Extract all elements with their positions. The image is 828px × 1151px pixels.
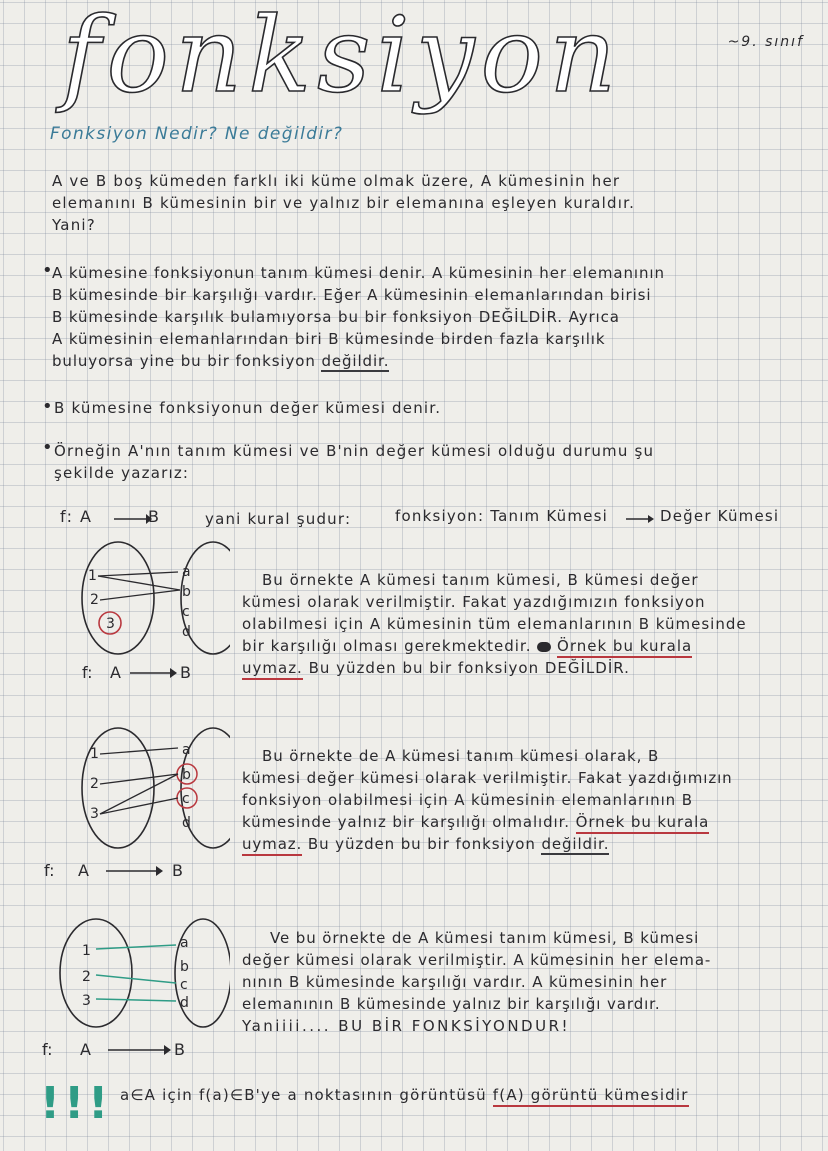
label-f: f: [42,1040,53,1059]
elem-bc: c [180,977,188,993]
example3-text [242,927,711,1037]
elem-a2: 2 [90,592,99,608]
label-b: B [174,1040,185,1059]
example2-line: kümesi değer kümesi olarak verilmiştir. Fakat yazdığımızın [242,769,733,787]
scribble-mark [537,642,551,652]
section-heading: Fonksiyon Nedir? Ne değildir? [50,124,344,144]
example1-conclusion: Bu yüzden bu bir fonksiyon DEĞİLDİR. [302,659,630,677]
set-a-ellipse [60,919,132,1027]
elem-ba: a [180,935,189,951]
label-a: A [78,861,89,880]
example1-line: olabilmesi için A kümesinin tüm elemanlarının B kümesinde [242,615,747,633]
elem-a1: 1 [90,746,99,762]
bullet-dot: • [42,260,54,281]
elem-a2: 2 [82,969,91,985]
example2-line: kümesinde yalnız bir karşılığı olmalıdır. [242,813,576,831]
uymaz-red: uymaz. [242,835,302,856]
elem-a3: 3 [106,616,115,632]
elem-bb: b [182,767,191,783]
example3-line: değer kümesi olarak verilmiştir. A kümesinin her elema- [242,951,712,969]
page-title: fonksiyon [62,0,623,116]
intro-line: Yani? [52,216,96,234]
example3-line: nının B kümesinde karşılığı vardır. A kümesinin her [242,973,668,991]
bullet-dot: • [42,437,54,458]
elem-ba: a [182,742,191,758]
example1-line: kümesi olarak verilmiştir. Fakat yazdığımızın fonksiyon [242,593,706,611]
elem-bc: c [182,791,190,807]
bullet-tanim-kumesi [52,262,665,372]
degildir-underlined: değildir. [321,352,390,370]
example2-diagram [30,718,230,883]
rule-f-a: f: A [60,507,93,526]
rule-not-met-red: Örnek bu kurala [557,637,692,658]
elem-bd: d [182,624,191,640]
rule-b: B [148,507,161,526]
intro-line: A ve B boş kümeden farklı iki küme olmak üzere, A kümesinin her [52,172,621,190]
rule-arrow [112,508,152,528]
exclamation-marks: !!! [40,1078,113,1129]
elem-bd: d [180,995,189,1011]
rule-right-text: Değer Kümesi [660,507,780,525]
bullet3-line: şekilde yazarız: [54,464,190,482]
example1-diagram [30,538,230,688]
elem-ba: a [182,564,191,580]
rule-left-text: fonksiyon: Tanım Kümesi [395,507,608,525]
bullet1-line: A kümesine fonksiyonun tanım kümesi denir. A kümesinin her elemanının [52,264,665,282]
bullet1-line: B kümesinde karşılık bulamıyorsa bu bir fonksiyon DEĞİLDİR. Ayrıca [52,308,620,326]
bullet-deger-kumesi: B kümesine fonksiyonun değer kümesi denir. [54,399,442,417]
example3-line: elemanının B kümesinde yalnız bir karşılığı vardır. [242,995,661,1013]
label-a: A [110,663,121,682]
uymaz-red: uymaz. [242,659,303,680]
bullet3-line: Örneğin A'nın tanım kümesi ve B'nin değer kümesi olduğu durumu şu [54,442,655,460]
example1-line: bir karşılığı olması gerekmektedir. [242,637,532,655]
rule-not-met-red: Örnek bu kurala [576,813,710,834]
elem-bb: b [182,584,191,600]
example2-line: Bu örnekte de A kümesi tanım kümesi olarak, B [262,747,660,765]
label-f: f: [82,663,93,682]
elem-bb: b [180,959,189,975]
elem-a3: 3 [90,806,99,822]
example3-line: Ve bu örnekte de A kümesi tanım kümesi, B kümesi [270,929,700,947]
example2-conclusion: Bu yüzden bu bir fonksiyon [302,835,542,853]
rule-arrow-small [624,508,656,528]
bullet1-line: buluyorsa yine bu bir fonksiyon [52,352,322,370]
example1-text [242,569,747,679]
elem-bd: d [182,815,191,831]
bullet-ornek [54,440,654,484]
footer-note [120,1086,689,1104]
label-a: A [80,1040,91,1059]
example3-line: Yaniiii.... BU BİR FONKSİYONDUR! [242,1017,571,1035]
label-f: f: [44,861,55,880]
rule-mid-text: yani kural şudur: [205,510,352,528]
footer-text: a∈A için f(a)∈B'ye a noktasının görüntüsü [120,1086,493,1104]
grade-label: ~9. sınıf [727,34,804,50]
elem-a3: 3 [82,993,91,1009]
bullet1-line: A kümesinin elemanlarından biri B kümesinde birden fazla karşılık [52,330,606,348]
degildir-underlined: değildir. [541,835,610,853]
label-b: B [172,861,183,880]
example2-line: fonksiyon olabilmesi için A kümesinin elemanlarının B [242,791,693,809]
bullet1-line: B kümesinde bir karşılığı vardır. Eğer A kümesinin elemanlarından birisi [52,286,652,304]
elem-a1: 1 [82,943,91,959]
elem-bc: c [182,604,190,620]
footer-underlined: f(A) görüntü kümesidir [493,1086,689,1107]
bullet-dot: • [42,396,54,417]
example2-text [242,745,733,855]
elem-a1: 1 [88,568,97,584]
example1-line: Bu örnekte A kümesi tanım kümesi, B kümesi değer [262,571,699,589]
intro-line: elemanını B kümesinin bir ve yalnız bir elemanına eşleyen kuraldır. [52,194,636,212]
label-b: B [180,663,191,682]
example3-diagram [30,915,230,1065]
elem-a2: 2 [90,776,99,792]
intro-paragraph [52,170,635,236]
